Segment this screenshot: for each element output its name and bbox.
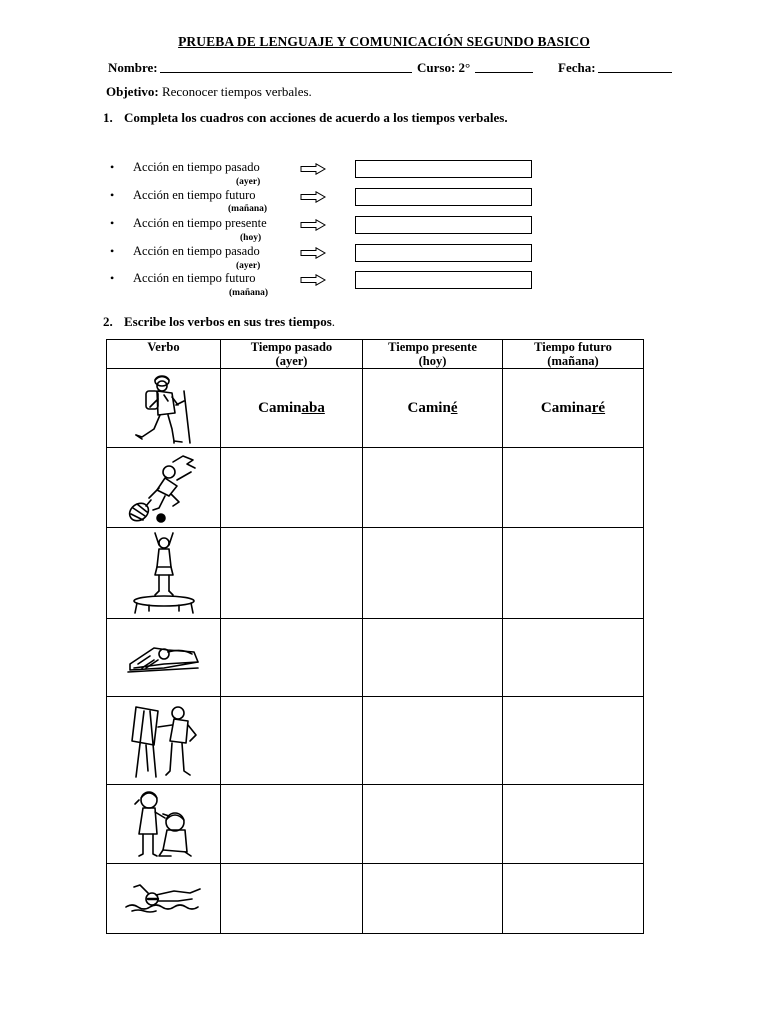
arrow-right-icon bbox=[300, 219, 326, 231]
objective-label: Objetivo: bbox=[106, 84, 159, 99]
question-2-text: Escribe los verbos en sus tres tiempos bbox=[124, 314, 332, 329]
example-future-cell bbox=[503, 369, 644, 448]
date-field-line[interactable] bbox=[598, 61, 672, 73]
tennis-player-icon bbox=[119, 450, 209, 526]
example-suffix: aba bbox=[301, 399, 325, 416]
question-2-number: 2. bbox=[103, 314, 113, 329]
action-item-sub: (ayer) bbox=[236, 261, 261, 271]
course-label: Curso: 2° bbox=[417, 60, 471, 75]
answer-cell-past[interactable] bbox=[221, 448, 363, 528]
example-past-cell bbox=[221, 369, 363, 448]
verb-picture-cell bbox=[107, 697, 221, 785]
answer-box[interactable] bbox=[355, 160, 532, 178]
verb-picture-cell bbox=[107, 864, 221, 934]
bullet-icon: • bbox=[110, 188, 115, 202]
answer-cell-past[interactable] bbox=[221, 864, 363, 934]
answer-cell-present[interactable] bbox=[363, 619, 503, 697]
verb-picture-cell bbox=[107, 619, 221, 697]
answer-cell-past[interactable] bbox=[221, 619, 363, 697]
verb-picture-cell bbox=[107, 785, 221, 864]
answer-cell-future[interactable] bbox=[503, 528, 644, 619]
name-field-line[interactable] bbox=[160, 61, 412, 73]
header-label: Verbo bbox=[147, 340, 180, 354]
table-row bbox=[107, 785, 644, 864]
sleeping-child-icon bbox=[124, 638, 204, 678]
table-row bbox=[107, 619, 644, 697]
action-item-label: Acción en tiempo pasado bbox=[133, 160, 260, 174]
question-1-text: Completa los cuadros con acciones de acuerdo a los tiempos verbales. bbox=[124, 110, 508, 125]
bullet-icon: • bbox=[110, 244, 115, 258]
answer-cell-future[interactable] bbox=[503, 785, 644, 864]
answer-cell-past[interactable] bbox=[221, 785, 363, 864]
example-present-cell bbox=[363, 369, 503, 448]
table-row bbox=[107, 369, 644, 448]
verb-picture-cell bbox=[107, 369, 221, 448]
date-label: Fecha: bbox=[558, 60, 596, 75]
action-item-sub: (mañana) bbox=[229, 288, 269, 298]
question-2 bbox=[124, 314, 335, 330]
arrow-right-icon bbox=[300, 163, 326, 175]
answer-cell-present[interactable] bbox=[363, 448, 503, 528]
answer-box[interactable] bbox=[355, 188, 532, 206]
arrow-right-icon bbox=[300, 274, 326, 286]
table-row bbox=[107, 448, 644, 528]
answer-cell-present[interactable] bbox=[363, 697, 503, 785]
answer-cell-past[interactable] bbox=[221, 697, 363, 785]
painter-at-easel-icon bbox=[122, 701, 206, 781]
example-suffix: é bbox=[450, 399, 458, 416]
action-item-label: Acción en tiempo futuro bbox=[133, 188, 256, 202]
answer-cell-future[interactable] bbox=[503, 697, 644, 785]
objective bbox=[106, 84, 312, 100]
answer-box[interactable] bbox=[355, 216, 532, 234]
answer-cell-future[interactable] bbox=[503, 864, 644, 934]
answer-box[interactable] bbox=[355, 244, 532, 262]
header-label: Tiempo pasado bbox=[250, 340, 333, 354]
trampoline-jumper-icon bbox=[119, 529, 209, 617]
example-stem: Camina bbox=[540, 399, 592, 416]
example-stem: Camin bbox=[258, 399, 302, 416]
answer-box[interactable] bbox=[355, 271, 532, 289]
objective-text: Reconocer tiempos verbales. bbox=[161, 84, 312, 99]
page-title: PRUEBA DE LENGUAJE Y COMUNICACIÓN SEGUNDO BASICO bbox=[178, 34, 590, 49]
answer-cell-past[interactable] bbox=[221, 528, 363, 619]
answer-cell-present[interactable] bbox=[363, 528, 503, 619]
action-item-sub: (hoy) bbox=[240, 233, 262, 243]
arrow-right-icon bbox=[300, 247, 326, 259]
table-row bbox=[107, 697, 644, 785]
swimmer-icon bbox=[122, 879, 206, 919]
course-field-line[interactable] bbox=[475, 61, 533, 73]
table-header-row bbox=[107, 340, 644, 369]
header-sublabel: (mañana) bbox=[547, 354, 599, 368]
example-stem: Camin bbox=[407, 399, 451, 416]
header-past bbox=[221, 340, 363, 369]
header-sublabel: (hoy) bbox=[418, 354, 447, 368]
header-future bbox=[503, 340, 644, 369]
table-row bbox=[107, 864, 644, 934]
bullet-icon: • bbox=[110, 271, 115, 285]
answer-cell-future[interactable] bbox=[503, 448, 644, 528]
girl-combing-boy-hair-icon bbox=[119, 786, 209, 862]
answer-cell-present[interactable] bbox=[363, 785, 503, 864]
action-item-sub: (ayer) bbox=[236, 177, 261, 187]
question-2-period: . bbox=[331, 314, 336, 329]
example-suffix: ré bbox=[591, 399, 606, 416]
bullet-icon: • bbox=[110, 216, 115, 230]
answer-cell-future[interactable] bbox=[503, 619, 644, 697]
bullet-icon: • bbox=[110, 160, 115, 174]
name-label: Nombre: bbox=[108, 60, 158, 75]
header-verb bbox=[107, 340, 221, 369]
action-item-label: Acción en tiempo presente bbox=[133, 216, 267, 230]
walking-hiker-icon bbox=[128, 371, 200, 445]
table-row bbox=[107, 528, 644, 619]
action-item-label: Acción en tiempo pasado bbox=[133, 244, 260, 258]
verb-picture-cell bbox=[107, 528, 221, 619]
answer-cell-present[interactable] bbox=[363, 864, 503, 934]
header-present bbox=[363, 340, 503, 369]
verb-picture-cell bbox=[107, 448, 221, 528]
action-item-sub: (mañana) bbox=[228, 204, 268, 214]
header-sublabel: (ayer) bbox=[275, 354, 308, 368]
arrow-right-icon bbox=[300, 191, 326, 203]
question-1-number: 1. bbox=[103, 110, 113, 125]
header-label: Tiempo presente bbox=[388, 340, 477, 354]
verb-tenses-table bbox=[106, 339, 644, 934]
header-label: Tiempo futuro bbox=[534, 340, 612, 354]
action-item-label: Acción en tiempo futuro bbox=[133, 271, 256, 285]
